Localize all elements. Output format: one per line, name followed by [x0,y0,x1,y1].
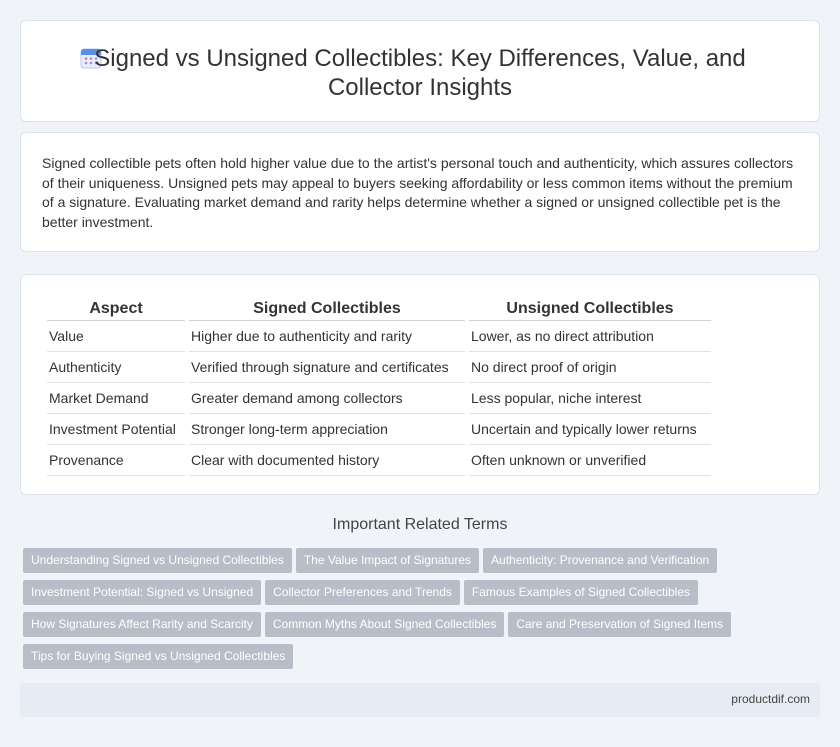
header-signed: Signed Collectibles [189,297,465,321]
cell-unsigned: Uncertain and typically lower returns [469,414,711,445]
intro-text: Signed collectible pets often hold higher value due to the artist's personal touch and authenticity, which assures collectors of their uniqueness. Unsigned pets may appeal to buyers seeking affordability or less common items without the premium of a signature. Evaluating market demand and rarity helps determine whether a signed or unsigned collectible pet is the better investment. [42,155,794,230]
table-row [47,321,711,352]
page-title [21,44,819,102]
footer [20,683,820,717]
related-term-tag[interactable]: Tips for Buying Signed vs Unsigned Collectibles [23,644,293,669]
table-row [47,383,711,414]
related-term-tag[interactable]: Famous Examples of Signed Collectibles [464,580,698,605]
related-term-tag[interactable]: Investment Potential: Signed vs Unsigned [23,580,261,605]
cell-signed: Clear with documented history [189,445,465,476]
page-title-line-2: Collector Insights [327,74,513,101]
cell-signed: Verified through signature and certificates [189,352,465,383]
page-title-line-1: Signed vs Unsigned Collectibles: Key Differences, Value, and [94,45,746,72]
cell-unsigned: Less popular, niche interest [469,383,711,414]
cell-signed: Greater demand among collectors [189,383,465,414]
related-terms-title: Important Related Terms [332,516,508,533]
cell-aspect: Market Demand [47,383,185,414]
cell-signed: Higher due to authenticity and rarity [189,321,465,352]
cell-aspect: Investment Potential [47,414,185,445]
header-aspect: Aspect [47,297,185,321]
related-term-tag[interactable]: Common Myths About Signed Collectibles [265,612,504,637]
footer-site[interactable]: productdif.com [731,692,810,706]
related-term-tag[interactable]: Collector Preferences and Trends [265,580,460,605]
related-term-tag[interactable]: Understanding Signed vs Unsigned Collectibles [23,548,292,573]
related-term-tag[interactable]: The Value Impact of Signatures [296,548,479,573]
cell-unsigned: Often unknown or unverified [469,445,711,476]
table-row [47,352,711,383]
table-header-row [47,297,711,321]
comparison-table [43,297,715,476]
header-card [20,20,820,122]
header-unsigned: Unsigned Collectibles [469,297,711,321]
related-term-tag[interactable]: Care and Preservation of Signed Items [508,612,731,637]
intro-card [20,132,820,252]
cell-unsigned: Lower, as no direct attribution [469,321,711,352]
related-terms-list [23,548,763,676]
table-row [47,414,711,445]
cell-unsigned: No direct proof of origin [469,352,711,383]
related-term-tag[interactable]: Authenticity: Provenance and Verification [483,548,717,573]
cell-signed: Stronger long-term appreciation [189,414,465,445]
comparison-card [20,274,820,495]
table-row [47,445,711,476]
cell-aspect: Value [47,321,185,352]
cell-aspect: Authenticity [47,352,185,383]
related-term-tag[interactable]: How Signatures Affect Rarity and Scarcity [23,612,261,637]
cell-aspect: Provenance [47,445,185,476]
